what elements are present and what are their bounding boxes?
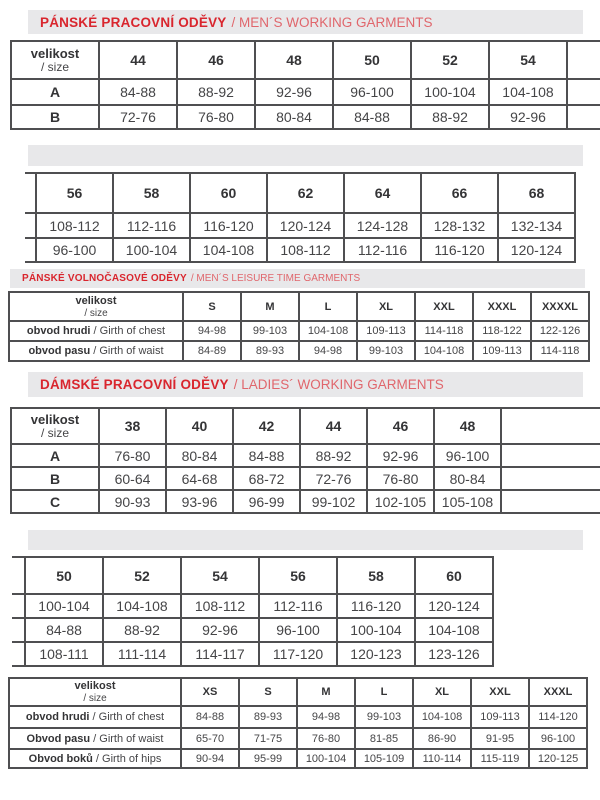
value-cell: 122-126 (531, 321, 589, 341)
table-row (11, 79, 600, 105)
size-label-line2: / size (83, 693, 107, 704)
size-header-cell: 48 (255, 41, 333, 79)
value-cell: 99-103 (355, 706, 413, 728)
size-header-cell: 50 (333, 41, 411, 79)
value-cell: 65-70 (181, 728, 239, 749)
value-cell: 116-120 (337, 594, 415, 618)
value-cell: 84-89 (183, 341, 241, 361)
value-cell: 109-113 (357, 321, 415, 341)
table-row (11, 490, 600, 513)
cropped-sliver-cell (12, 618, 25, 642)
size-table-ladies-working-1 (10, 407, 600, 514)
value-cell: 109-113 (471, 706, 529, 728)
section-title-men-leisure-bold: PÁNSKÉ VOLNOČASOVÉ ODĚVY (22, 273, 187, 284)
value-cell: 76-80 (297, 728, 355, 749)
size-header-cell: XL (413, 678, 471, 706)
cropped-cut-cell (567, 41, 600, 79)
value-cell: 96-100 (529, 728, 587, 749)
value-cell: 117-120 (259, 642, 337, 666)
size-header-cell: XXL (471, 678, 529, 706)
row-label-bold: Obvod pasu (26, 732, 91, 745)
value-cell: 89-93 (239, 706, 297, 728)
size-header-cell: L (355, 678, 413, 706)
cropped-sliver-cell (25, 173, 36, 213)
table-header-row (11, 41, 600, 79)
row-label-cell (9, 321, 183, 341)
value-cell: 114-118 (531, 341, 589, 361)
value-cell: 114-118 (415, 321, 473, 341)
size-header-cell: 44 (99, 41, 177, 79)
size-header-cell: 60 (415, 557, 493, 594)
value-cell: 96-100 (259, 618, 337, 642)
section-title-men-leisure-light: / MEN´S LEISURE TIME GARMENTS (190, 273, 361, 284)
size-header-cell: 50 (25, 557, 103, 594)
value-cell: 95-99 (239, 749, 297, 768)
value-cell: 114-120 (529, 706, 587, 728)
value-cell: 112-116 (113, 213, 190, 238)
value-cell: 94-98 (299, 341, 357, 361)
cropped-sliver-cell (12, 642, 25, 666)
value-cell: 88-92 (177, 79, 255, 105)
table-header-row (25, 173, 575, 213)
value-cell: 64-68 (166, 467, 233, 490)
table-row (11, 444, 600, 467)
value-cell: 120-123 (337, 642, 415, 666)
size-header-cell: XXXL (529, 678, 587, 706)
value-cell: 104-108 (415, 341, 473, 361)
value-cell: 92-96 (255, 79, 333, 105)
size-header-cell: 58 (113, 173, 190, 213)
value-cell: 116-120 (421, 238, 498, 262)
value-cell: 68-72 (233, 467, 300, 490)
table-row (12, 642, 493, 666)
value-cell: 116-120 (190, 213, 267, 238)
value-cell: 100-104 (113, 238, 190, 262)
value-cell: 94-98 (297, 706, 355, 728)
value-cell: 94-98 (183, 321, 241, 341)
size-label-line1: velikost (74, 680, 116, 692)
value-cell: 96-100 (36, 238, 113, 262)
size-header-cell: S (239, 678, 297, 706)
row-label-cell: C (11, 490, 99, 513)
value-cell: 105-109 (355, 749, 413, 768)
size-header-cell: S (183, 292, 241, 321)
value-cell: 90-94 (181, 749, 239, 768)
value-cell: 105-108 (434, 490, 501, 513)
size-label-line1: velikost (75, 294, 117, 307)
value-cell: 112-116 (259, 594, 337, 618)
value-cell: 80-84 (255, 105, 333, 129)
value-cell: 72-76 (99, 105, 177, 129)
row-label-rest: / Girth of waist (90, 732, 164, 745)
size-header-cell: 48 (434, 408, 501, 444)
size-header-cell: 66 (421, 173, 498, 213)
value-cell: 104-108 (413, 706, 471, 728)
value-cell: 92-96 (181, 618, 259, 642)
size-table-men-leisure (8, 291, 590, 362)
table-header-row (12, 557, 493, 594)
row-label-rest: / Girth of hips (92, 752, 162, 765)
size-header-cell: 46 (177, 41, 255, 79)
value-cell: 114-117 (181, 642, 259, 666)
value-cell: 108-112 (36, 213, 113, 238)
value-cell: 102-105 (367, 490, 434, 513)
size-header-cell: 42 (233, 408, 300, 444)
value-cell: 108-112 (267, 238, 344, 262)
value-cell: 115-119 (471, 749, 529, 768)
value-cell: 92-96 (367, 444, 434, 467)
value-cell: 104-108 (489, 79, 567, 105)
cropped-sliver-cell (25, 238, 36, 262)
value-cell: 90-93 (99, 490, 166, 513)
size-header-cell: 54 (489, 41, 567, 79)
value-cell: 76-80 (99, 444, 166, 467)
table-row (9, 341, 589, 361)
value-cell: 91-95 (471, 728, 529, 749)
size-header-cell: 44 (300, 408, 367, 444)
value-cell: 84-88 (181, 706, 239, 728)
cropped-cut-cell (567, 79, 600, 105)
row-label-cell: B (11, 105, 99, 129)
size-header-cell: 56 (259, 557, 337, 594)
size-table-ladies-working-2 (12, 556, 494, 667)
row-label-cell (9, 341, 183, 361)
size-header-cell: 56 (36, 173, 113, 213)
value-cell: 89-93 (241, 341, 299, 361)
divider-band-men-working (28, 145, 583, 166)
section-title-ladies-working (28, 372, 583, 397)
section-title-ladies-working-bold: DÁMSKÉ PRACOVNÍ ODĚVY (40, 377, 229, 392)
value-cell: 120-124 (498, 238, 575, 262)
row-label-rest: / Girth of waist (90, 345, 164, 357)
value-cell: 120-124 (267, 213, 344, 238)
value-cell: 99-103 (241, 321, 299, 341)
size-header-cell: M (241, 292, 299, 321)
cropped-sliver-cell (25, 213, 36, 238)
size-header-cell: 52 (103, 557, 181, 594)
row-label-cell (9, 728, 181, 749)
value-cell: 124-128 (344, 213, 421, 238)
section-title-men-working-light: / MEN´S WORKING GARMENTS (231, 14, 433, 30)
table-header-row (9, 678, 587, 706)
table-row (9, 321, 589, 341)
section-title-ladies-working-light: / LADIES´ WORKING GARMENTS (233, 377, 444, 392)
size-label-header-cell (11, 41, 99, 79)
value-cell: 120-125 (529, 749, 587, 768)
row-label-rest: / Girth of chest (90, 325, 166, 337)
value-cell: 96-100 (434, 444, 501, 467)
value-cell: 112-116 (344, 238, 421, 262)
value-cell: 84-88 (333, 105, 411, 129)
size-header-cell: 54 (181, 557, 259, 594)
size-header-cell: XXXL (473, 292, 531, 321)
cropped-cut-cell (501, 408, 600, 444)
size-table-men-working-2 (25, 172, 576, 263)
size-label-line1: velikost (30, 412, 80, 427)
value-cell: 72-76 (300, 467, 367, 490)
cropped-sliver-cell (12, 557, 25, 594)
row-label-cell: B (11, 467, 99, 490)
cropped-cut-cell (501, 490, 600, 513)
value-cell: 123-126 (415, 642, 493, 666)
table-row (11, 467, 600, 490)
table-row (25, 238, 575, 262)
value-cell: 84-88 (233, 444, 300, 467)
value-cell: 60-64 (99, 467, 166, 490)
value-cell: 76-80 (177, 105, 255, 129)
value-cell: 100-104 (25, 594, 103, 618)
size-header-cell: 62 (267, 173, 344, 213)
value-cell: 104-108 (103, 594, 181, 618)
row-label-cell (9, 749, 181, 768)
value-cell: 111-114 (103, 642, 181, 666)
cropped-cut-cell (501, 467, 600, 490)
value-cell: 84-88 (25, 618, 103, 642)
row-label-bold: Obvod boků (28, 752, 93, 765)
size-header-cell: 40 (166, 408, 233, 444)
value-cell: 99-103 (357, 341, 415, 361)
value-cell: 108-112 (181, 594, 259, 618)
table-row (11, 105, 600, 129)
table-row (9, 728, 587, 749)
value-cell: 92-96 (489, 105, 567, 129)
row-label-cell: A (11, 79, 99, 105)
row-label-cell (9, 706, 181, 728)
divider-band-ladies-working (28, 530, 583, 550)
value-cell: 100-104 (297, 749, 355, 768)
size-header-cell: 38 (99, 408, 166, 444)
value-cell: 93-96 (166, 490, 233, 513)
cropped-cut-cell (501, 444, 600, 467)
size-header-cell: XL (357, 292, 415, 321)
size-header-cell: 52 (411, 41, 489, 79)
value-cell: 80-84 (434, 467, 501, 490)
table-header-row (11, 408, 600, 444)
size-label-line2: / size (40, 426, 69, 440)
cropped-sliver-cell (12, 594, 25, 618)
value-cell: 99-102 (300, 490, 367, 513)
value-cell: 100-104 (337, 618, 415, 642)
table-row (12, 594, 493, 618)
value-cell: 109-113 (473, 341, 531, 361)
cropped-cut-cell (567, 105, 600, 129)
size-label-header-cell (9, 292, 183, 321)
row-label-bold: obvod hrudi (26, 325, 91, 337)
size-table-men-working-1 (10, 40, 600, 130)
size-header-cell: 68 (498, 173, 575, 213)
size-header-cell: 64 (344, 173, 421, 213)
size-label-header-cell (9, 678, 181, 706)
row-label-bold: obvod hrudi (25, 711, 90, 723)
size-label-line2: / size (84, 307, 108, 319)
size-label-line1: velikost (30, 46, 80, 61)
size-header-cell: L (299, 292, 357, 321)
section-title-men-leisure (10, 269, 585, 288)
value-cell: 88-92 (411, 105, 489, 129)
size-table-ladies-leisure (8, 677, 588, 769)
size-header-cell: M (297, 678, 355, 706)
value-cell: 118-122 (473, 321, 531, 341)
table-row (12, 618, 493, 642)
value-cell: 76-80 (367, 467, 434, 490)
row-label-rest: / Girth of chest (89, 711, 165, 723)
table-row (25, 213, 575, 238)
value-cell: 88-92 (103, 618, 181, 642)
size-header-cell: XS (181, 678, 239, 706)
value-cell: 100-104 (411, 79, 489, 105)
table-row (9, 706, 587, 728)
value-cell: 108-111 (25, 642, 103, 666)
row-label-bold: obvod pasu (28, 345, 91, 357)
value-cell: 104-108 (299, 321, 357, 341)
value-cell: 104-108 (190, 238, 267, 262)
size-header-cell: XXL (415, 292, 473, 321)
value-cell: 71-75 (239, 728, 297, 749)
value-cell: 96-99 (233, 490, 300, 513)
value-cell: 80-84 (166, 444, 233, 467)
value-cell: 88-92 (300, 444, 367, 467)
table-row (9, 749, 587, 768)
size-header-cell: 46 (367, 408, 434, 444)
value-cell: 120-124 (415, 594, 493, 618)
value-cell: 84-88 (99, 79, 177, 105)
size-label-line2: / size (40, 60, 69, 74)
section-title-men-working-bold: PÁNSKÉ PRACOVNÍ ODĚVY (40, 14, 227, 30)
value-cell: 86-90 (413, 728, 471, 749)
section-title-men-working (28, 10, 583, 34)
size-header-cell: XXXXL (531, 292, 589, 321)
value-cell: 81-85 (355, 728, 413, 749)
value-cell: 132-134 (498, 213, 575, 238)
value-cell: 128-132 (421, 213, 498, 238)
size-header-cell: 58 (337, 557, 415, 594)
row-label-cell: A (11, 444, 99, 467)
table-header-row (9, 292, 589, 321)
value-cell: 96-100 (333, 79, 411, 105)
size-label-header-cell (11, 408, 99, 444)
value-cell: 110-114 (413, 749, 471, 768)
value-cell: 104-108 (415, 618, 493, 642)
size-header-cell: 60 (190, 173, 267, 213)
